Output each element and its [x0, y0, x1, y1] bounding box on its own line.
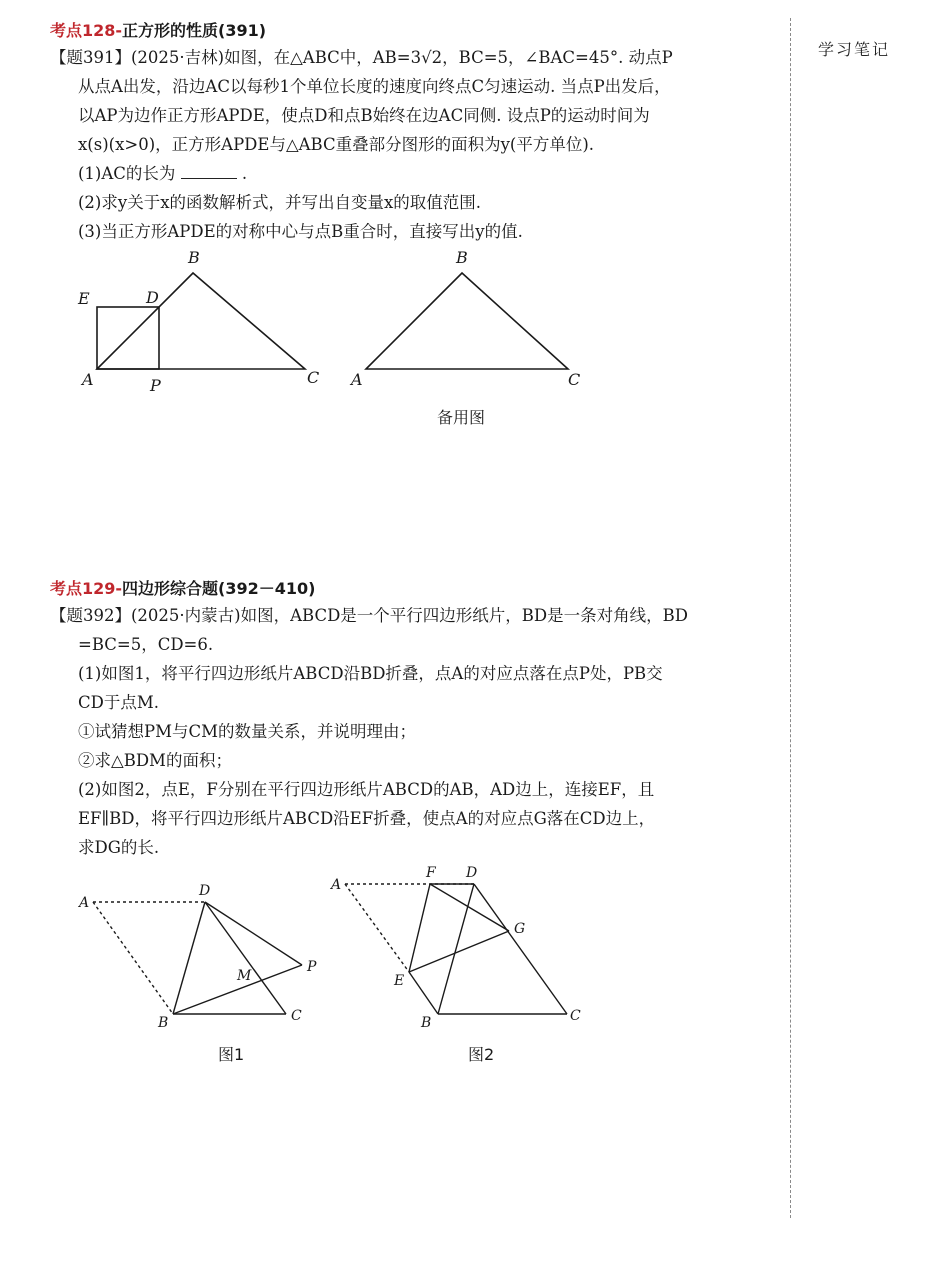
- section-tag-2: 考点129-: [50, 579, 123, 598]
- fig1-label-c: C: [291, 1008, 302, 1024]
- segment-dp: [205, 902, 302, 965]
- figure-392-2-labels: [329, 865, 581, 1031]
- label-a: A: [82, 370, 94, 389]
- problem-392-line-2: =BC=5，CD=6.: [78, 635, 214, 654]
- segment-ef: [409, 884, 430, 972]
- dashed-ae-2: [345, 884, 409, 972]
- fig2-label-a: A: [331, 877, 342, 893]
- label-p: P: [150, 376, 161, 395]
- label-d: D: [146, 288, 159, 307]
- fig2-label-c: C: [570, 1008, 581, 1024]
- fig1-label-b: B: [158, 1015, 169, 1031]
- spare-label-c: C: [568, 370, 581, 389]
- figure-392-2: [345, 884, 567, 1014]
- problem-392-line-9: 求DG的长.: [78, 838, 160, 857]
- question-3: (3)当正方形APDE的对称中心与点B重合时，直接写出y的值.: [78, 222, 523, 241]
- segment-dc-2: [474, 884, 567, 1014]
- spare-label-a: A: [351, 370, 363, 389]
- dashed-ab: [93, 902, 173, 1014]
- spare-label-b: B: [456, 248, 468, 267]
- question-1-end: .: [241, 164, 248, 183]
- fig1-label-m: M: [237, 968, 252, 984]
- figure-391-spare: [366, 273, 568, 369]
- problem-391-line-1: 【题391】(2025·吉林)如图，在△ABC中，AB=3√2，BC=5，∠BAC=45°. 动点P: [50, 48, 673, 67]
- figure-2-caption: 图2: [468, 1045, 495, 1064]
- label-e: E: [78, 289, 90, 308]
- triangle-abc: [97, 273, 305, 369]
- fig2-label-b: B: [421, 1015, 432, 1031]
- section-title: 正方形的性质(391): [122, 21, 267, 40]
- problem-392-line-1: 【题392】(2025·内蒙古)如图，ABCD是一个平行四边形纸片，BD是一条对角线，BD: [50, 606, 689, 625]
- fig1-label-p: P: [307, 959, 317, 975]
- problem-391-line-3: 以AP为边作正方形APDE，使点D和点B始终在边AC同侧. 设点P的运动时间为: [78, 106, 650, 125]
- problem-392-line-3: (1)如图1，将平行四边形纸片ABCD沿BD折叠，点A的对应点落在点P处，PB交: [78, 664, 663, 683]
- figure-391-main: [97, 273, 305, 369]
- spare-triangle-abc: [366, 273, 568, 369]
- problem-392-line-7: (2)如图2，点E，F分别在平行四边形纸片ABCD的AB，AD边上，连接EF，且: [78, 780, 655, 799]
- segment-eb: [409, 972, 438, 1014]
- segment-db: [438, 884, 474, 1014]
- question-2: (2)求y关于x的函数解析式，并写出自变量x的取值范围.: [78, 193, 482, 212]
- label-c: C: [307, 368, 320, 387]
- notes-label: 学习笔记: [818, 40, 891, 59]
- figure-392-1-labels: [77, 883, 317, 1031]
- problem-392-line-6: ②求△BDM的面积；: [78, 751, 232, 770]
- label-b: B: [188, 248, 200, 267]
- figure-392-1: [93, 902, 302, 1014]
- figure-1-caption: 图1: [218, 1045, 245, 1064]
- fig2-label-d: D: [466, 865, 478, 881]
- fig2-label-g: G: [514, 921, 526, 937]
- problem-392-line-4: CD于点M.: [78, 693, 159, 712]
- figure-391-labels: [77, 248, 319, 395]
- fig2-label-e: E: [394, 973, 405, 989]
- segment-fg: [430, 884, 509, 931]
- spare-figure-caption: 备用图: [437, 408, 486, 427]
- problem-391-line-2: 从点A出发，沿边AC以每秒1个单位长度的速度向终点C匀速运动. 当点P出发后，: [78, 77, 671, 96]
- problem-391-line-4: x(s)(x>0)，正方形APDE与△ABC重叠部分图形的面积为y(平方单位).: [78, 135, 595, 154]
- fig2-label-f: F: [426, 865, 436, 881]
- segment-bd: [173, 902, 205, 1014]
- section-tag: 考点128-: [50, 21, 123, 40]
- problem-392-line-5: ①试猜想PM与CM的数量关系，并说明理由；: [78, 722, 417, 741]
- question-1-text: (1)AC的长为: [78, 164, 176, 183]
- problem-392-line-8: EF∥BD，将平行四边形纸片ABCD沿EF折叠，使点A的对应点G落在CD边上，: [78, 809, 656, 828]
- section-title-2: 四边形综合题(392－410): [122, 579, 316, 598]
- section-heading-129: [50, 576, 315, 599]
- figure-391-spare-labels: [349, 248, 580, 389]
- fig1-label-d: D: [199, 883, 211, 899]
- fig1-label-a: A: [79, 895, 90, 911]
